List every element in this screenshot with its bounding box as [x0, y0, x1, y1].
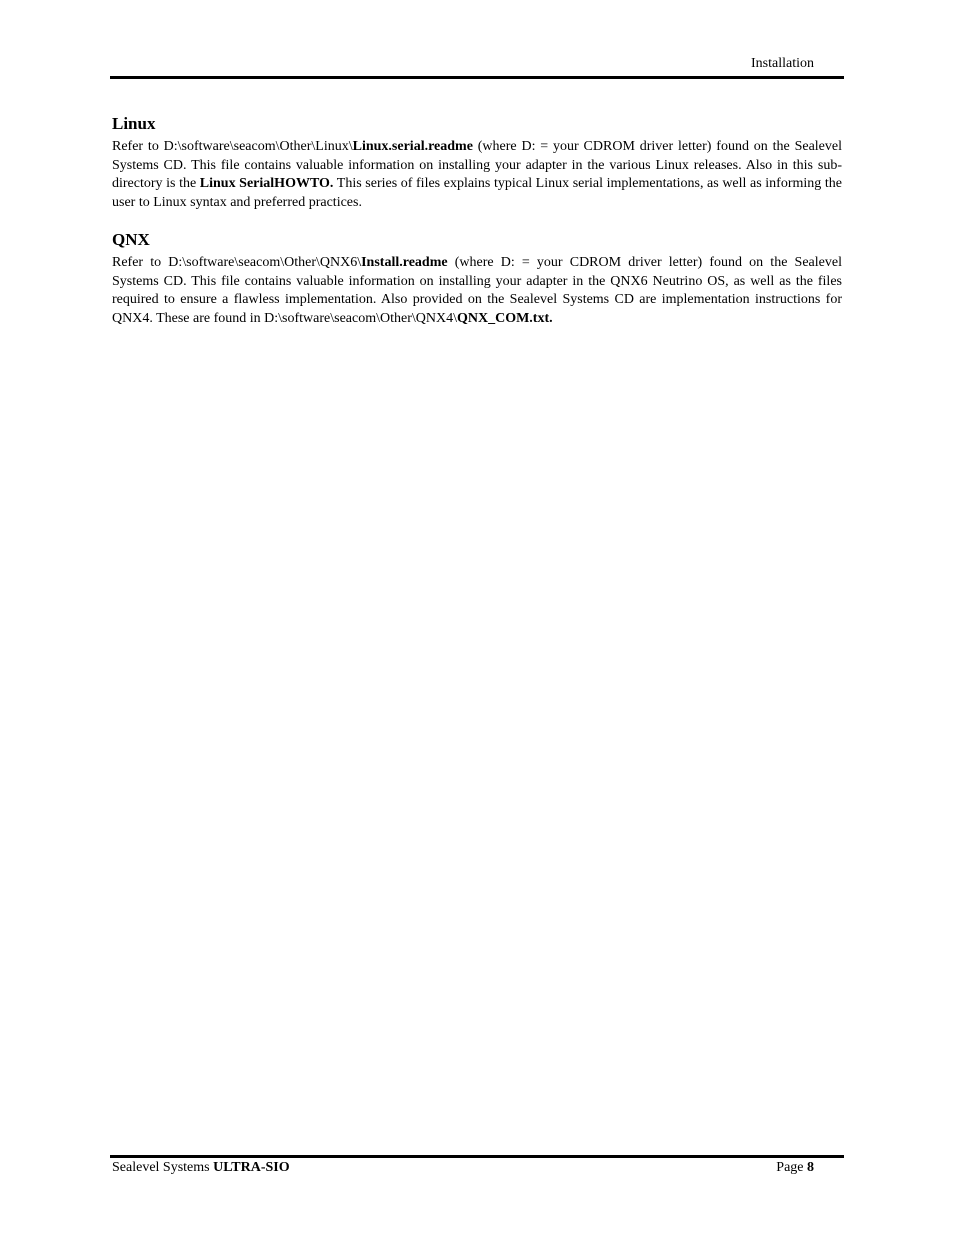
footer-rule [110, 1155, 844, 1158]
filename-qnx-readme: Install.readme [361, 255, 448, 270]
section-qnx [112, 230, 842, 328]
filename-linux-readme: Linux.serial.readme [352, 139, 473, 154]
company-name: Sealevel Systems [112, 1160, 214, 1175]
footer-page [776, 1160, 814, 1176]
product-name: ULTRA-SIO [213, 1160, 290, 1175]
section-heading: QNX [112, 230, 150, 249]
section-paragraph [112, 254, 842, 328]
header-rule [110, 76, 844, 79]
page-label: Page [776, 1160, 807, 1175]
section-heading: Linux [112, 114, 156, 133]
section-linux [112, 114, 842, 212]
paragraph-text: (where D: = your CDROM driver letter) found on the Sealevel Systems CD. This file contains valuable information on installing your adapter in the QNX6 Neutrino OS, as well as the files required to ensure a flawless implementation. Also provided on the Sealevel Systems CD are implementation instructions for QNX4. These are found in D:\software\seacom\Other\QNX4\ [112, 255, 842, 326]
paragraph-text: Refer to D:\software\seacom\Other\QNX6\ [112, 255, 362, 270]
filename-linux-howto: Linux SerialHOWTO. [199, 176, 334, 191]
filename-qnx-com: QNX_COM.txt. [456, 310, 553, 326]
page-content [112, 114, 842, 328]
paragraph-text: This series of files explains typical Linux serial implementations, as well as informing the user to Linux syntax and preferred practices. [112, 176, 842, 210]
page-number: 8 [807, 1160, 814, 1175]
paragraph-text: Refer to D:\software\seacom\Other\Linux\ [112, 139, 353, 154]
header-section-title: Installation [751, 56, 814, 71]
section-paragraph [112, 138, 842, 212]
footer-company [112, 1160, 290, 1176]
paragraph-text: (where D: = your CDROM driver letter) found on the Sealevel Systems CD. This file contains valuable information on installing your adapter in the various Linux releases. Also in this sub-directory is the [112, 139, 842, 191]
